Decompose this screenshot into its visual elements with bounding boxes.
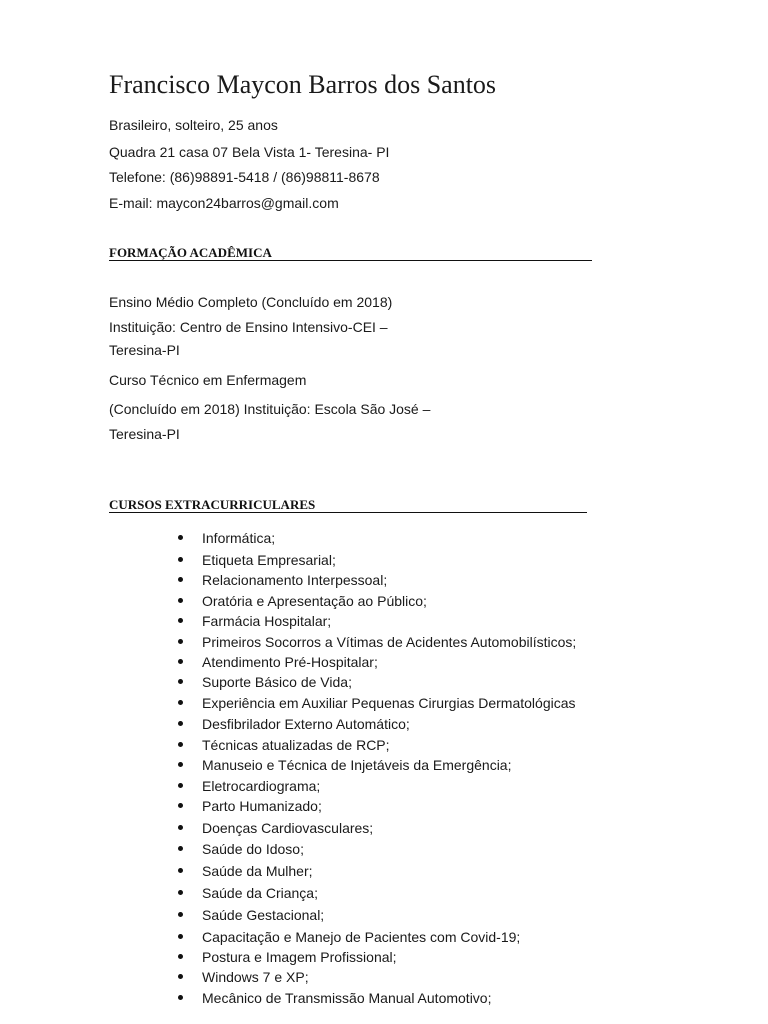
course-label: Experiência em Auxiliar Pequenas Cirurgias Dermatológicas: [202, 695, 576, 711]
bullet-icon: [178, 659, 183, 664]
education-heading-rule: [109, 260, 592, 261]
bullet-icon: [178, 825, 183, 830]
bullet-icon: [178, 639, 183, 644]
bullet-icon: [178, 783, 183, 788]
bullet-icon: [178, 934, 183, 939]
list-item: [0, 928, 700, 946]
list-item: [0, 756, 700, 774]
bullet-icon: [178, 995, 183, 1000]
education-line: Instituição: Centro de Ensino Intensivo-CEI –: [109, 319, 388, 335]
bullet-icon: [178, 803, 183, 808]
bullet-icon: [178, 762, 183, 767]
list-item: [0, 777, 700, 795]
course-label: Etiqueta Empresarial;: [202, 552, 336, 568]
list-item: [0, 840, 700, 858]
list-item: [0, 989, 700, 1007]
personal-info: Brasileiro, solteiro, 25 anos: [109, 117, 278, 133]
bullet-icon: [178, 535, 183, 540]
address-line: Quadra 21 casa 07 Bela Vista 1- Teresina- PI: [109, 144, 390, 160]
course-label: Parto Humanizado;: [202, 798, 322, 814]
list-item: [0, 612, 700, 630]
courses-heading-rule: [109, 512, 587, 513]
bullet-icon: [178, 618, 183, 623]
list-item: [0, 529, 700, 547]
course-label: Desfibrilador Externo Automático;: [202, 716, 410, 732]
course-label: Saúde do Idoso;: [202, 841, 304, 857]
bullet-icon: [178, 598, 183, 603]
education-line: Teresina-PI: [109, 426, 180, 442]
course-label: Manuseio e Técnica de Injetáveis da Emergência;: [202, 757, 512, 773]
bullet-icon: [178, 954, 183, 959]
list-item: [0, 906, 700, 924]
list-item: [0, 551, 700, 569]
bullet-icon: [178, 868, 183, 873]
bullet-icon: [178, 721, 183, 726]
course-label: Capacitação e Manejo de Pacientes com Covid-19;: [202, 929, 521, 945]
list-item: [0, 673, 700, 691]
list-item: [0, 592, 700, 610]
course-label: Eletrocardiograma;: [202, 778, 321, 794]
course-label: Doenças Cardiovasculares;: [202, 820, 374, 836]
bullet-icon: [178, 577, 183, 582]
course-label: Suporte Básico de Vida;: [202, 674, 352, 690]
course-label: Windows 7 e XP;: [202, 969, 309, 985]
course-label: Postura e Imagem Profissional;: [202, 949, 397, 965]
bullet-icon: [178, 557, 183, 562]
list-item: [0, 884, 700, 902]
course-label: Saúde da Criança;: [202, 885, 318, 901]
list-item: [0, 948, 700, 966]
course-label: Primeiros Socorros a Vítimas de Acidentes Automobilísticos;: [202, 634, 577, 650]
course-label: Atendimento Pré-Hospitalar;: [202, 654, 378, 670]
courses-heading: CURSOS EXTRACURRICULARES: [109, 497, 316, 512]
list-item: [0, 694, 700, 712]
course-label: Saúde Gestacional;: [202, 907, 325, 923]
list-item: [0, 715, 700, 733]
course-label: Saúde da Mulher;: [202, 863, 313, 879]
education-line: (Concluído em 2018) Instituição: Escola São José –: [109, 401, 431, 417]
bullet-icon: [178, 974, 183, 979]
bullet-icon: [178, 679, 183, 684]
education-heading: FORMAÇÃO ACADÊMICA: [109, 245, 272, 260]
list-item: [0, 653, 700, 671]
education-line: Curso Técnico em Enfermagem: [109, 372, 307, 388]
bullet-icon: [178, 890, 183, 895]
list-item: [0, 819, 700, 837]
course-label: Relacionamento Interpessoal;: [202, 572, 388, 588]
candidate-name: Francisco Maycon Barros dos Santos: [109, 70, 497, 99]
list-item: [0, 797, 700, 815]
bullet-icon: [178, 742, 183, 747]
education-line: Ensino Médio Completo (Concluído em 2018): [109, 294, 393, 310]
course-label: Farmácia Hospitalar;: [202, 613, 332, 629]
course-label: Mecânico de Transmissão Manual Automotivo;: [202, 990, 492, 1006]
bullet-icon: [178, 912, 183, 917]
list-item: [0, 968, 700, 986]
list-item: [0, 862, 700, 880]
phone-line: Telefone: (86)98891-5418 / (86)98811-8678: [109, 169, 380, 185]
course-label: Técnicas atualizadas de RCP;: [202, 737, 390, 753]
bullet-icon: [178, 846, 183, 851]
education-line: Teresina-PI: [109, 342, 180, 358]
list-item: [0, 736, 700, 754]
course-label: Oratória e Apresentação ao Público;: [202, 593, 427, 609]
course-label: Informática;: [202, 530, 276, 546]
bullet-icon: [178, 700, 183, 705]
email-line: E-mail: maycon24barros@gmail.com: [109, 195, 339, 211]
list-item: [0, 633, 700, 651]
list-item: [0, 571, 700, 589]
